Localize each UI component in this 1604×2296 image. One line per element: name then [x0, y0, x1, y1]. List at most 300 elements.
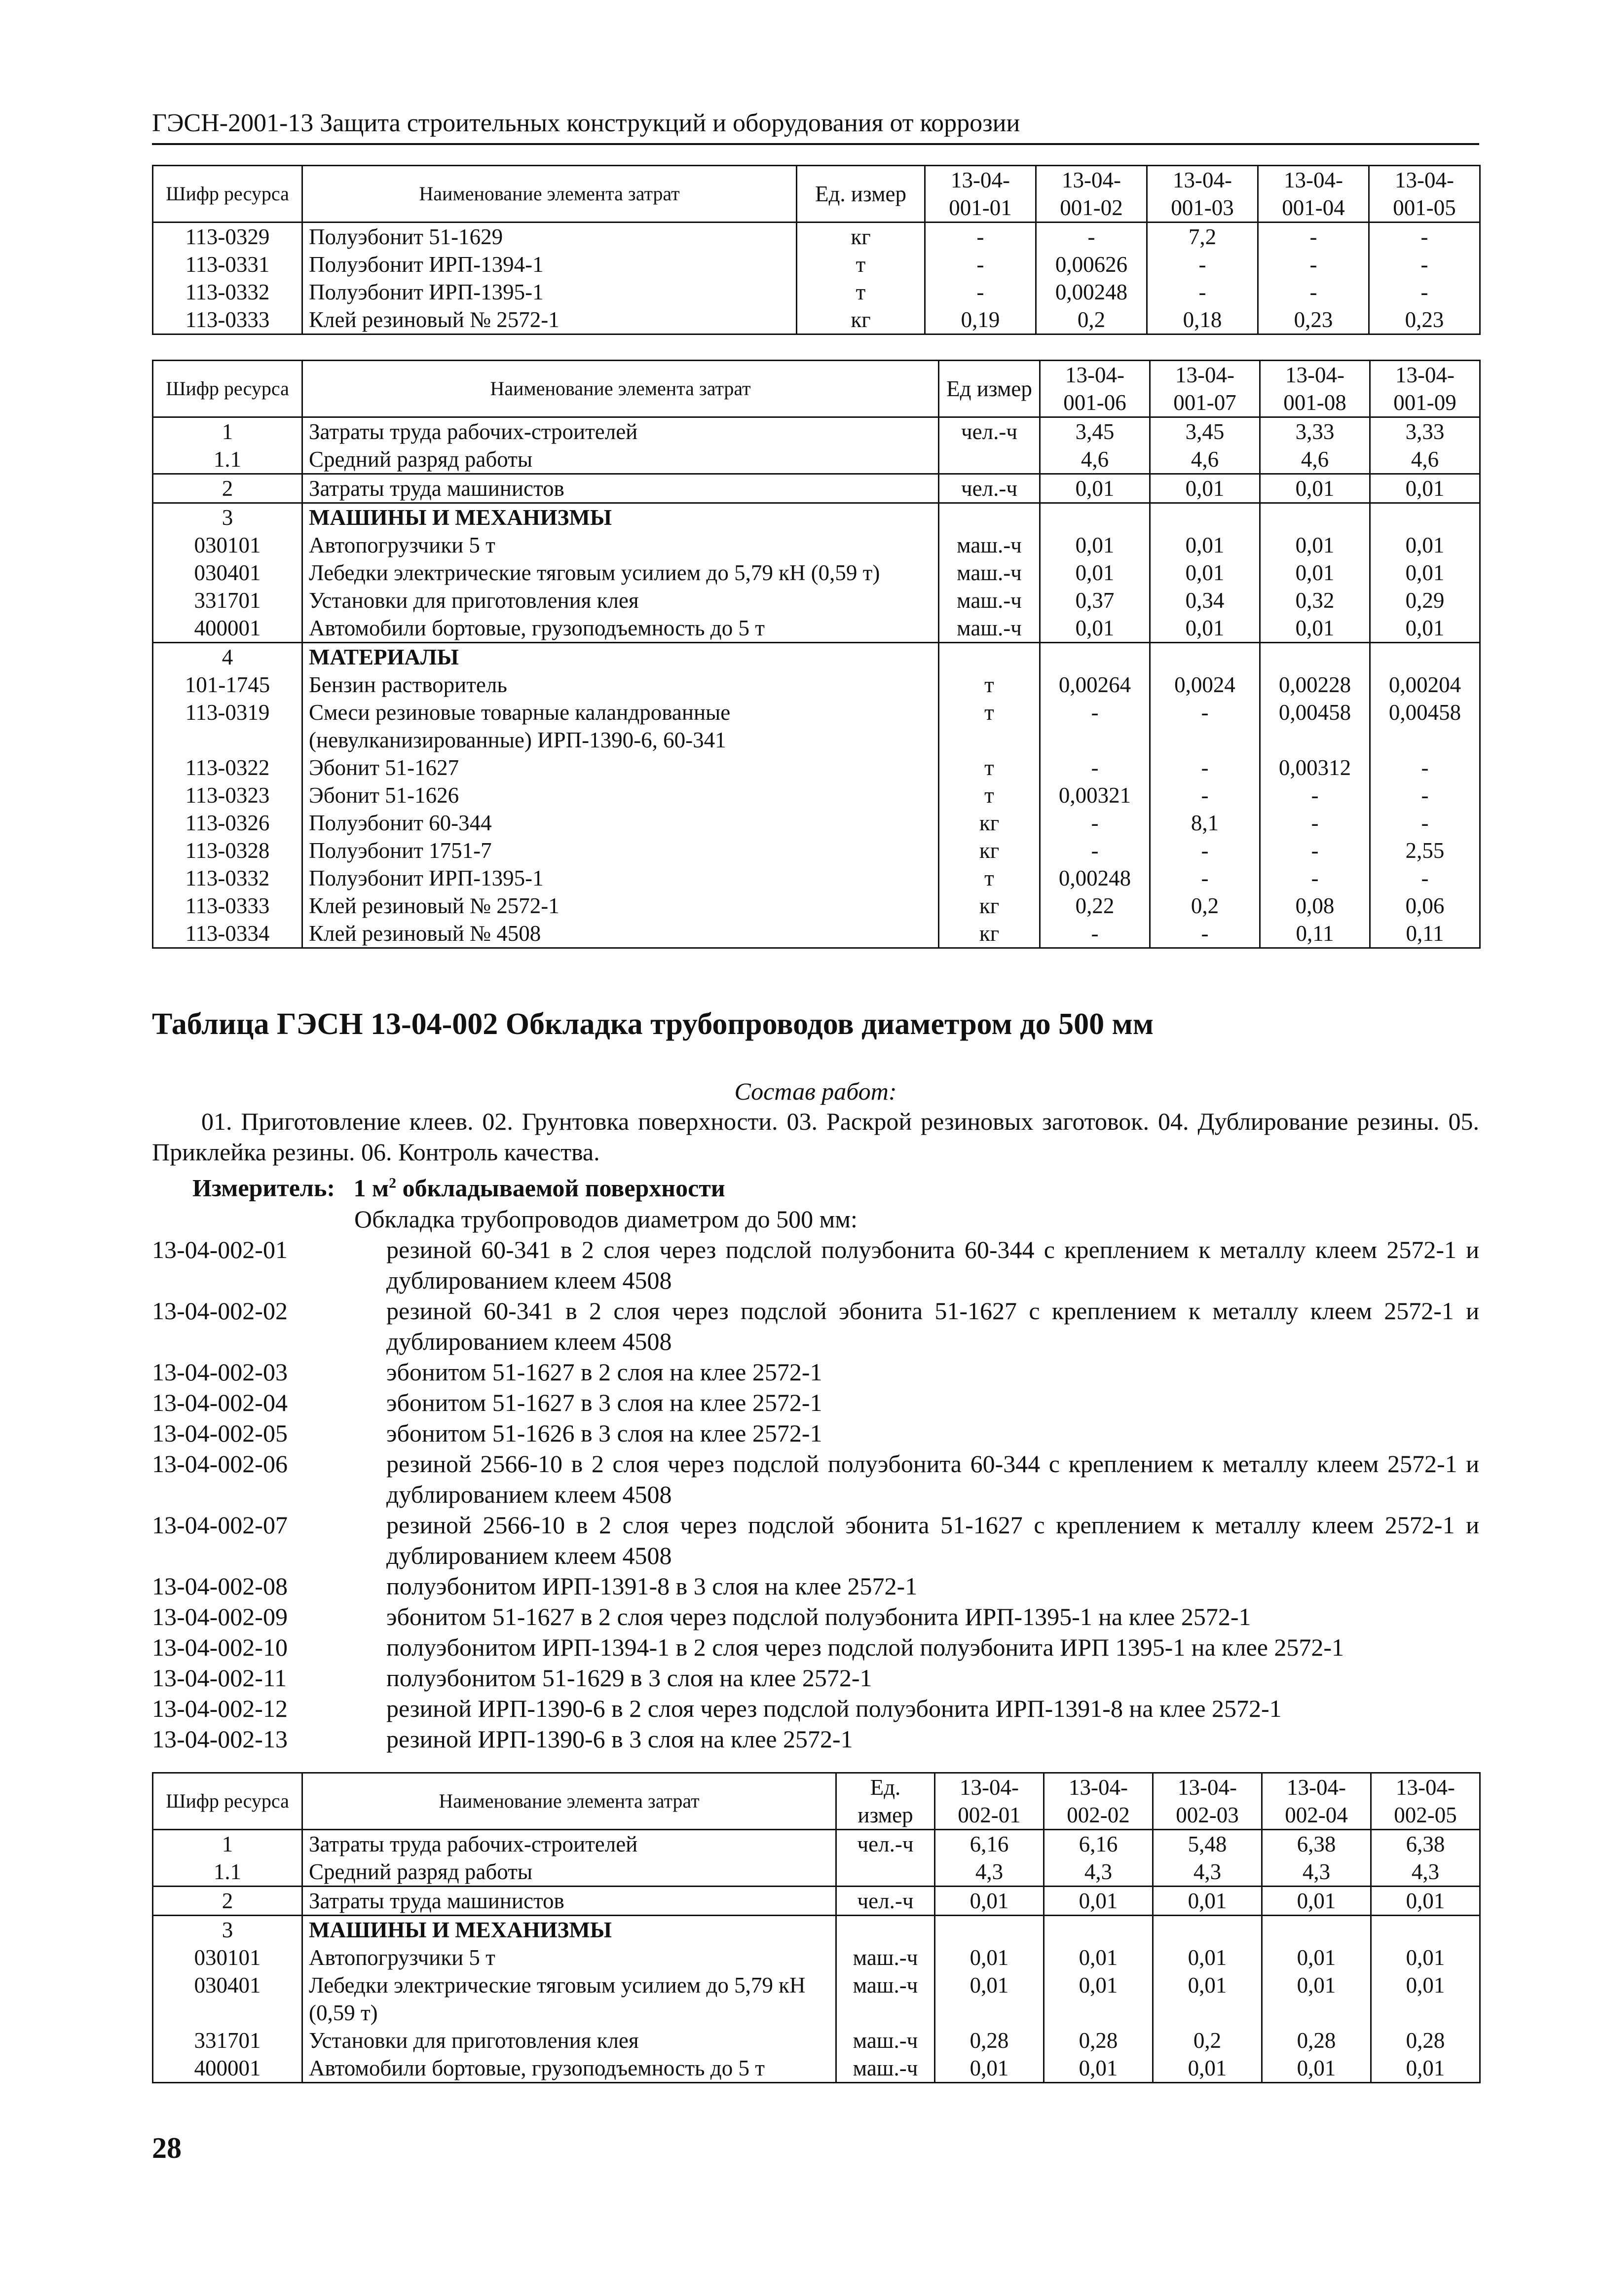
resource-code: 113-0333: [153, 892, 302, 920]
norm-value: -: [1370, 754, 1480, 781]
norm-value: 6,16: [935, 1829, 1044, 1858]
unit: маш.-ч: [939, 559, 1040, 587]
norm-value: 0,01: [1040, 614, 1150, 643]
norm-value: -: [1150, 920, 1260, 948]
work-item: [152, 1571, 1479, 1601]
column-header: 13-04- 001-08: [1260, 361, 1370, 417]
norm-value: -: [1040, 809, 1150, 837]
table-row: [153, 445, 1480, 474]
unit: [939, 445, 1040, 474]
norm-value: -: [925, 278, 1036, 306]
resource-name: Автопогрузчики 5 т: [302, 1944, 836, 1971]
table-row: [153, 892, 1480, 920]
norm-value: 0,00248: [1036, 278, 1147, 306]
table-row: [153, 503, 1480, 532]
norm-value: -: [1260, 809, 1370, 837]
norm-value: -: [1260, 864, 1370, 892]
norm-value: 0,01: [1153, 1886, 1262, 1915]
work-description: эбонитом 51-1627 в 2 слоя через подслой полуэбонита ИРП-1395-1 на клее 2572-1: [386, 1602, 1251, 1630]
column-header: 13-04- 001-05: [1369, 166, 1480, 222]
resource-code: 113-0322: [153, 754, 302, 781]
unit: кг: [939, 837, 1040, 864]
resource-name: Полуэбонит 1751-7: [302, 837, 939, 864]
work-code: 13-04-002-10: [152, 1633, 288, 1661]
norm-value: 0,29: [1370, 587, 1480, 614]
resource-name: Средний разряд работы: [302, 445, 939, 474]
resource-name: Затраты труда машинистов: [302, 1886, 836, 1915]
unit: т: [939, 781, 1040, 809]
resource-code: 113-0332: [153, 278, 302, 306]
table-row: [153, 278, 1480, 306]
norm-value: 0,2: [1150, 892, 1260, 920]
norm-value: -: [1150, 837, 1260, 864]
norm-value: 0,01: [1150, 614, 1260, 643]
unit: т: [797, 251, 925, 278]
work-code: 13-04-002-04: [152, 1388, 288, 1416]
norm-value: 0,01: [935, 1971, 1044, 2027]
norm-value: 3,45: [1040, 417, 1150, 446]
norm-value: 0,01: [1371, 1886, 1480, 1915]
norm-value: 0,01: [1371, 1971, 1480, 2027]
resource-name: Затраты труда рабочих-строителей: [302, 1829, 836, 1858]
unit: кг: [939, 809, 1040, 837]
unit: чел.-ч: [836, 1886, 935, 1915]
norm-value: 0,01: [1262, 1886, 1371, 1915]
norm-value: [1260, 643, 1370, 671]
resource-code: 113-0323: [153, 781, 302, 809]
norm-value: -: [1369, 222, 1480, 251]
work-description: полуэбонитом ИРП-1391-8 в 3 слоя на клее 2572-1: [386, 1572, 918, 1600]
work-item: [152, 1510, 1479, 1571]
resource-name: МАТЕРИАЛЫ: [302, 643, 939, 671]
resource-code: 113-0326: [153, 809, 302, 837]
norm-value: [935, 1915, 1044, 1944]
work-description: резиной 60-341 в 2 слоя через подслой полуэбонита 60-344 с креплением к металлу клеем 2572-1 и дублированием клеем 4508: [386, 1235, 1479, 1294]
work-code: 13-04-002-09: [152, 1602, 288, 1630]
resource-name: Автомобили бортовые, грузоподъемность до 5 т: [302, 2054, 836, 2083]
norm-value: -: [1147, 251, 1258, 278]
norm-value: -: [1370, 809, 1480, 837]
norm-value: 0,00264: [1040, 671, 1150, 699]
resource-code: 113-0329: [153, 222, 302, 251]
column-header: 13-04- 001-02: [1036, 166, 1147, 222]
norm-value: -: [1258, 222, 1369, 251]
resource-code: 1: [153, 417, 302, 446]
resource-code: 030401: [153, 559, 302, 587]
list-intro: Обкладка трубопроводов диаметром до 500 мм:: [354, 1205, 858, 1233]
norm-value: 0,01: [1044, 1971, 1153, 2027]
norm-value: 0,37: [1040, 587, 1150, 614]
resource-name: Клей резиновый № 2572-1: [302, 892, 939, 920]
norm-value: 0,00312: [1260, 754, 1370, 781]
column-header: 13-04- 002-04: [1262, 1773, 1371, 1829]
table-row: [153, 781, 1480, 809]
norm-value: 0,0024: [1150, 671, 1260, 699]
resource-name: Смеси резиновые товарные каландрованные (невулканизированные) ИРП-1390-6, 60-341: [302, 699, 939, 754]
work-code: 13-04-002-08: [152, 1572, 288, 1600]
meter-label: Измеритель:: [192, 1174, 336, 1202]
table-row: [153, 1915, 1480, 1944]
resource-code: 2: [153, 1886, 302, 1915]
resource-code: 1: [153, 1829, 302, 1858]
norm-value: 4,3: [1262, 1858, 1371, 1887]
norm-value: 0,01: [1260, 559, 1370, 587]
work-item: [152, 1693, 1479, 1724]
unit: маш.-ч: [836, 1971, 935, 2027]
resource-code: 030101: [153, 531, 302, 559]
resource-code: 101-1745: [153, 671, 302, 699]
column-header: Наименование элемента затрат: [302, 1773, 836, 1829]
work-description: полуэбонитом ИРП-1394-1 в 2 слоя через подслой полуэбонита ИРП 1395-1 на клее 2572-1: [386, 1633, 1344, 1661]
work-code: 13-04-002-07: [152, 1511, 288, 1539]
column-header: Шифр ресурса: [153, 361, 302, 417]
resource-name: Затраты труда машинистов: [302, 474, 939, 503]
resource-name: Эбонит 51-1627: [302, 754, 939, 781]
norm-value: 0,22: [1040, 892, 1150, 920]
norm-value: 0,28: [1044, 2027, 1153, 2054]
meter-line: [152, 1167, 1479, 1204]
norm-value: 0,01: [1370, 474, 1480, 503]
resource-table-2: [152, 360, 1481, 949]
norm-value: 4,3: [1153, 1858, 1262, 1887]
resource-code: 030401: [153, 1971, 302, 2027]
unit: маш.-ч: [939, 587, 1040, 614]
column-header: 13-04- 001-09: [1370, 361, 1480, 417]
column-header: 13-04- 001-04: [1258, 166, 1369, 222]
norm-value: 4,3: [935, 1858, 1044, 1887]
norm-value: 0,01: [1260, 614, 1370, 643]
work-item: [152, 1448, 1479, 1510]
unit: т: [939, 864, 1040, 892]
table-row: [153, 671, 1480, 699]
table-row: [153, 1829, 1480, 1858]
resource-name: Затраты труда рабочих-строителей: [302, 417, 939, 446]
unit: кг: [939, 920, 1040, 948]
resource-code: 3: [153, 1915, 302, 1944]
norm-value: 6,38: [1371, 1829, 1480, 1858]
norm-value: 0,23: [1258, 306, 1369, 334]
norm-value: 0,18: [1147, 306, 1258, 334]
resource-table-3: [152, 1772, 1481, 2083]
table-row: [153, 417, 1480, 446]
work-description: эбонитом 51-1627 в 3 слоя на клее 2572-1: [386, 1388, 822, 1416]
norm-value: -: [1260, 837, 1370, 864]
work-code: 13-04-002-06: [152, 1449, 288, 1478]
resource-name: Установки для приготовления клея: [302, 2027, 836, 2054]
norm-value: 0,00248: [1040, 864, 1150, 892]
norm-value: -: [1150, 754, 1260, 781]
unit: [939, 503, 1040, 532]
resource-code: 331701: [153, 587, 302, 614]
norm-value: 0,28: [935, 2027, 1044, 2054]
table-row: [153, 474, 1480, 503]
work-item: [152, 1357, 1479, 1387]
work-code: 13-04-002-11: [152, 1664, 287, 1692]
resource-code: 3: [153, 503, 302, 532]
norm-value: 0,2: [1153, 2027, 1262, 2054]
norm-value: 0,2: [1036, 306, 1147, 334]
norm-value: [1150, 643, 1260, 671]
norm-value: 0,01: [1262, 2054, 1371, 2083]
table-row: [153, 809, 1480, 837]
norm-value: 0,01: [935, 1944, 1044, 1971]
norm-value: 0,00626: [1036, 251, 1147, 278]
norm-value: 0,01: [1260, 531, 1370, 559]
norm-value: 0,01: [1044, 2054, 1153, 2083]
table-row: [153, 699, 1480, 754]
table-row: [153, 920, 1480, 948]
norm-value: 7,2: [1147, 222, 1258, 251]
work-item: [152, 1234, 1479, 1296]
meter-value: 1 $м^2$ обкладываемой поверхности: [353, 1174, 725, 1202]
composition-text: 01. Приготовление клеев. 02. Грунтовка поверхности. 03. Раскрой резиновых заготовок. 04. Дублирование резины. 05. Приклейка резины. 06. Контроль качества.: [152, 1108, 1479, 1166]
resource-name: Клей резиновый № 2572-1: [302, 306, 797, 334]
norm-value: -: [1370, 864, 1480, 892]
norm-value: -: [1036, 222, 1147, 251]
unit: кг: [797, 306, 925, 334]
column-header: Ед. измер: [836, 1773, 935, 1829]
norm-value: 0,28: [1262, 2027, 1371, 2054]
norm-value: 0,01: [1153, 2054, 1262, 2083]
resource-table-1: [152, 165, 1481, 335]
norm-value: 0,32: [1260, 587, 1370, 614]
column-header: 13-04- 001-07: [1150, 361, 1260, 417]
norm-value: [1371, 1915, 1480, 1944]
column-header: Наименование элемента затрат: [302, 166, 797, 222]
column-header: Ед измер: [939, 361, 1040, 417]
norm-value: -: [925, 251, 1036, 278]
table-row: [153, 614, 1480, 643]
norm-value: 0,06: [1370, 892, 1480, 920]
table-row: [153, 837, 1480, 864]
norm-value: [1260, 503, 1370, 532]
norm-value: 4,3: [1044, 1858, 1153, 1887]
resource-code: 1.1: [153, 1858, 302, 1887]
unit: маш.-ч: [836, 1944, 935, 1971]
norm-value: 0,01: [1153, 1971, 1262, 2027]
norm-value: 0,34: [1150, 587, 1260, 614]
resource-name: Лебедки электрические тяговым усилием до 5,79 кН (0,59 т): [302, 1971, 836, 2027]
work-description: резиной ИРП-1390-6 в 3 слоя на клее 2572-1: [386, 1725, 853, 1753]
unit: т: [939, 671, 1040, 699]
table-row: [153, 1944, 1480, 1971]
resource-name: Полуэбонит ИРП-1395-1: [302, 864, 939, 892]
unit: маш.-ч: [939, 531, 1040, 559]
work-code: 13-04-002-02: [152, 1296, 288, 1325]
norm-value: -: [1369, 251, 1480, 278]
table-row: [153, 306, 1480, 334]
unit: чел.-ч: [939, 417, 1040, 446]
work-description: полуэбонитом 51-1629 в 3 слоя на клее 2572-1: [386, 1664, 872, 1692]
unit: чел.-ч: [939, 474, 1040, 503]
unit: кг: [939, 892, 1040, 920]
column-header: 13-04- 002-02: [1044, 1773, 1153, 1829]
resource-code: 113-0328: [153, 837, 302, 864]
running-header: ГЭСН-2001-13 Защита строительных конструкций и оборудования от коррозии: [152, 106, 1479, 145]
resource-name: Клей резиновый № 4508: [302, 920, 939, 948]
norm-value: -: [1040, 920, 1150, 948]
table-row: [153, 2054, 1480, 2083]
norm-value: -: [1040, 837, 1150, 864]
work-description: эбонитом 51-1626 в 3 слоя на клее 2572-1: [386, 1419, 822, 1447]
unit: маш.-ч: [939, 614, 1040, 643]
resource-name: Автопогрузчики 5 т: [302, 531, 939, 559]
resource-code: 113-0331: [153, 251, 302, 278]
norm-value: 0,01: [1260, 474, 1370, 503]
norm-value: 0,01: [1040, 474, 1150, 503]
norm-value: 2,55: [1370, 837, 1480, 864]
page: [152, 106, 1479, 2083]
section-title: Таблица ГЭСН 13-04-002 Обкладка трубопроводов диаметром до 500 мм: [152, 1007, 1154, 1041]
norm-value: 0,01: [1040, 559, 1150, 587]
resource-code: 113-0333: [153, 306, 302, 334]
norm-value: [1044, 1915, 1153, 1944]
work-description: эбонитом 51-1627 в 2 слоя на клее 2572-1: [386, 1358, 822, 1386]
unit: [836, 1915, 935, 1944]
norm-value: 0,11: [1260, 920, 1370, 948]
norm-value: [1370, 503, 1480, 532]
unit: кг: [797, 222, 925, 251]
table-row: [153, 1858, 1480, 1887]
column-header: Шифр ресурса: [153, 166, 302, 222]
norm-value: 4,6: [1150, 445, 1260, 474]
unit: т: [939, 754, 1040, 781]
norm-value: 0,19: [925, 306, 1036, 334]
work-list: [152, 1234, 1479, 1754]
norm-value: 0,00228: [1260, 671, 1370, 699]
norm-value: -: [1369, 278, 1480, 306]
table-row: [153, 222, 1480, 251]
column-header: Наименование элемента затрат: [302, 361, 939, 417]
page-number: 28: [152, 2132, 182, 2164]
norm-value: 3,45: [1150, 417, 1260, 446]
resource-name: МАШИНЫ И МЕХАНИЗМЫ: [302, 503, 939, 532]
norm-value: -: [1258, 251, 1369, 278]
unit: маш.-ч: [836, 2054, 935, 2083]
norm-value: 0,00321: [1040, 781, 1150, 809]
resource-code: 030101: [153, 1944, 302, 1971]
norm-value: 0,01: [1370, 559, 1480, 587]
resource-name: Эбонит 51-1626: [302, 781, 939, 809]
work-description: резиной ИРП-1390-6 в 2 слоя через подслой полуэбонита ИРП-1391-8 на клее 2572-1: [386, 1694, 1282, 1722]
norm-value: 0,08: [1260, 892, 1370, 920]
work-description: резиной 2566-10 в 2 слоя через подслой эбонита 51-1627 с креплением к металлу клеем 2572-1 и дублированием клеем 4508: [386, 1511, 1479, 1569]
norm-value: -: [1040, 699, 1150, 754]
table-row: [153, 754, 1480, 781]
norm-value: [1262, 1915, 1371, 1944]
column-header: Шифр ресурса: [153, 1773, 302, 1829]
norm-value: -: [1150, 864, 1260, 892]
unit: [939, 643, 1040, 671]
resource-name: Автомобили бортовые, грузоподъемность до 5 т: [302, 614, 939, 643]
norm-value: [1153, 1915, 1262, 1944]
work-code: 13-04-002-01: [152, 1235, 288, 1263]
norm-value: 0,01: [1371, 1944, 1480, 1971]
work-item: [152, 1296, 1479, 1357]
column-header: 13-04- 002-05: [1371, 1773, 1480, 1829]
norm-value: 4,3: [1371, 1858, 1480, 1887]
resource-code: 113-0334: [153, 920, 302, 948]
resource-name: Полуэбонит ИРП-1394-1: [302, 251, 797, 278]
table-row: [153, 531, 1480, 559]
resource-name: Полуэбонит 60-344: [302, 809, 939, 837]
unit: чел.-ч: [836, 1829, 935, 1858]
table-row: [153, 2027, 1480, 2054]
column-header: Ед. измер: [797, 166, 925, 222]
resource-name: Установки для приготовления клея: [302, 587, 939, 614]
norm-value: 0,11: [1370, 920, 1480, 948]
resource-name: Полуэбонит ИРП-1395-1: [302, 278, 797, 306]
norm-value: 0,01: [1153, 1944, 1262, 1971]
norm-value: 0,01: [935, 1886, 1044, 1915]
norm-value: 0,01: [1371, 2054, 1480, 2083]
resource-code: 400001: [153, 2054, 302, 2083]
table-row: [153, 587, 1480, 614]
work-description: резиной 60-341 в 2 слоя через подслой эбонита 51-1627 с креплением к металлу клеем 2572-1 и дублированием клеем 4508: [386, 1296, 1479, 1355]
norm-value: [1150, 503, 1260, 532]
resource-name: Бензин растворитель: [302, 671, 939, 699]
norm-value: [1370, 643, 1480, 671]
norm-value: -: [925, 222, 1036, 251]
norm-value: [1040, 503, 1150, 532]
norm-value: 8,1: [1150, 809, 1260, 837]
norm-value: 0,01: [1370, 531, 1480, 559]
norm-value: -: [1150, 781, 1260, 809]
resource-code: 113-0319: [153, 699, 302, 754]
work-item: [152, 1724, 1479, 1754]
norm-value: -: [1260, 781, 1370, 809]
norm-value: -: [1258, 278, 1369, 306]
resource-code: 1.1: [153, 445, 302, 474]
work-code: 13-04-002-13: [152, 1725, 288, 1753]
norm-value: 3,33: [1370, 417, 1480, 446]
work-item: [152, 1387, 1479, 1418]
resource-code: 113-0332: [153, 864, 302, 892]
norm-value: 3,33: [1260, 417, 1370, 446]
work-code: 13-04-002-03: [152, 1358, 288, 1386]
resource-code: 331701: [153, 2027, 302, 2054]
column-header: 13-04- 001-03: [1147, 166, 1258, 222]
table-row: [153, 864, 1480, 892]
unit: т: [797, 278, 925, 306]
norm-value: 4,6: [1040, 445, 1150, 474]
unit: т: [939, 699, 1040, 754]
norm-value: 0,01: [1150, 531, 1260, 559]
norm-value: 0,01: [1150, 474, 1260, 503]
norm-value: 0,01: [1370, 614, 1480, 643]
norm-value: 6,38: [1262, 1829, 1371, 1858]
norm-value: 0,01: [1150, 559, 1260, 587]
work-code: 13-04-002-12: [152, 1694, 288, 1722]
work-item: [152, 1663, 1479, 1693]
table-row: [153, 251, 1480, 278]
column-header: 13-04- 002-03: [1153, 1773, 1262, 1829]
unit: маш.-ч: [836, 2027, 935, 2054]
column-header: 13-04- 002-01: [935, 1773, 1044, 1829]
norm-value: 5,48: [1153, 1829, 1262, 1858]
work-description: резиной 2566-10 в 2 слоя через подслой полуэбонита 60-344 с креплением к металлу клеем 2572-1 и дублированием клеем 4508: [386, 1449, 1479, 1508]
table-row: [153, 1971, 1480, 2027]
norm-value: -: [1370, 781, 1480, 809]
column-header: 13-04- 001-06: [1040, 361, 1150, 417]
resource-name: МАШИНЫ И МЕХАНИЗМЫ: [302, 1915, 836, 1944]
norm-value: 0,00458: [1260, 699, 1370, 754]
work-item: [152, 1632, 1479, 1663]
table-row: [153, 643, 1480, 671]
norm-value: 4,6: [1260, 445, 1370, 474]
norm-value: 0,00204: [1370, 671, 1480, 699]
column-header: 13-04- 001-01: [925, 166, 1036, 222]
